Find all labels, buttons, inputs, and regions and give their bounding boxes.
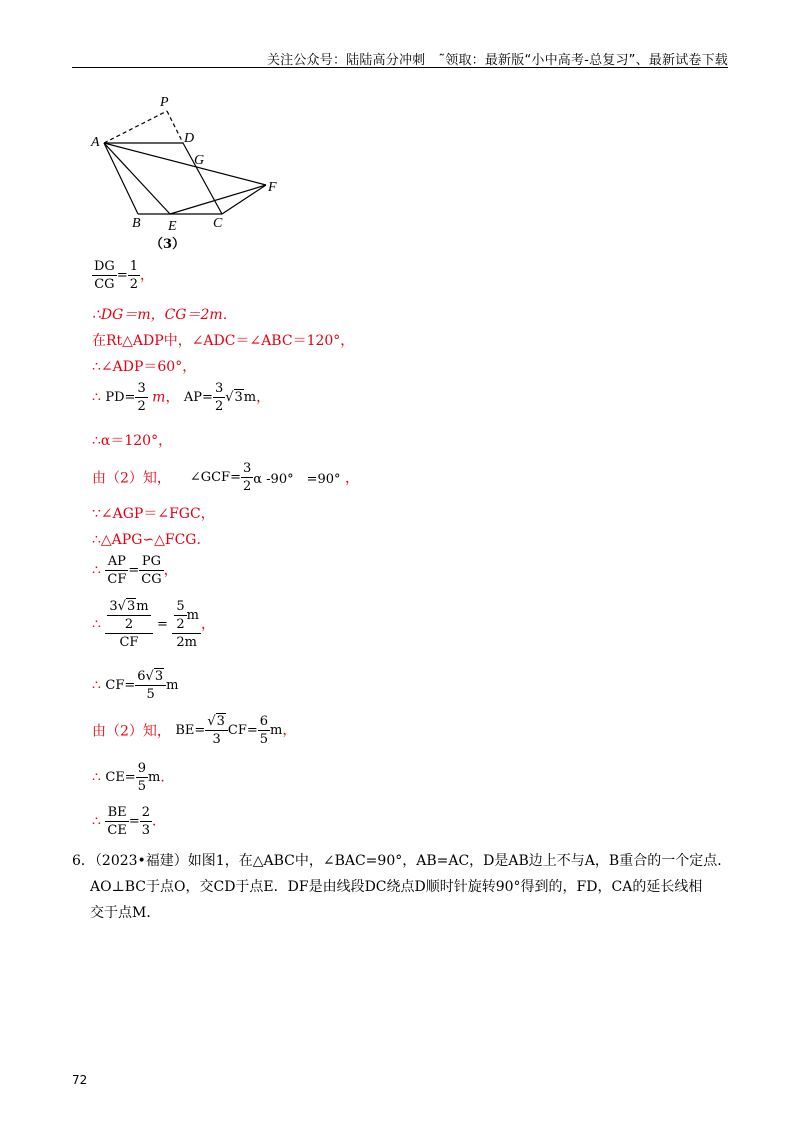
fraction-3-2c: $\frac{3}{2}$: [242, 461, 252, 494]
header-text: 关注公众号：陆陆高分冲刺 ˜领取：最新版“小中高考-总复习”、最新试卷下载: [266, 53, 728, 68]
step-7: 由（2）知， ∠GCF= $\frac{3}{2}$ α -90° =90° ，: [92, 461, 359, 494]
step-3: 在Rt△ADP中，∠ADC＝∠ABC＝120°，: [92, 333, 355, 349]
fraction-be-ce: $\frac{BE}{CE}$: [107, 805, 127, 838]
label-A: A: [91, 135, 100, 150]
header-rule: [72, 67, 728, 68]
segment-CF: [222, 185, 266, 214]
step-12: ∴ CF= $\frac{6√3}{5}$ m: [92, 669, 179, 702]
fraction-9-5: $\frac{9}{5}$: [137, 761, 146, 794]
fraction-dg-cg: $\frac{DG}{CG}$: [94, 259, 115, 292]
fraction-6sqrt3-5: $\frac{6√3}{5}$: [135, 668, 166, 703]
segment-PD: [167, 111, 183, 143]
compound-fraction-left: $\frac{\frac{3√3m}{2}}{CF}$: [105, 598, 152, 651]
problem-line-3: 交于点M．: [90, 905, 161, 921]
fraction-3-2b: $\frac{3}{2}$: [214, 381, 224, 414]
segment-AP: [104, 111, 167, 143]
step-2: ∴DG＝m，CG＝2m．: [92, 307, 237, 323]
segment-AE: [104, 143, 170, 214]
fraction-2-3: $\frac{2}{3}$: [141, 805, 150, 838]
segment-AB: [104, 143, 138, 214]
fraction-3-2: $\frac{3}{2}$: [137, 381, 146, 414]
sqrt-3: √3: [225, 390, 243, 405]
step-10: ∴ $\frac{AP}{CF}$ = $\frac{PG}{CG}$ ，: [92, 554, 178, 587]
label-D: D: [184, 131, 195, 146]
fraction-6-5: $\frac{6}{5}$: [259, 714, 269, 747]
label-G: G: [194, 153, 205, 168]
step-14: ∴ CE= $\frac{9}{5}$ m．: [92, 761, 175, 794]
step-4: ∴∠ADP＝60°，: [92, 359, 197, 375]
fraction-pg-cg: $\frac{PG}{CG}$: [141, 554, 162, 587]
segment-EF: [170, 185, 266, 214]
fraction-3sqrt3m-2: $\frac{3√3m}{2}$: [109, 599, 149, 632]
problem-line-2: AO⊥BC于点O，交CD于点E．DF是由线段DC绕点D顺时针旋转90°得到的，FD，CA的延长线相: [90, 879, 703, 895]
compound-fraction-right: $\frac{5}{2}$ m 2m: [172, 598, 201, 651]
fraction-ap-cf: $\frac{AP}{CF}$: [107, 554, 127, 587]
step-6: ∴α＝120°，: [92, 433, 173, 449]
step-11: ∴ $\frac{\frac{3√3m}{2}}{CF}$ = $\frac{5}{2}$ m 2m ，: [92, 599, 215, 650]
problem-6: [72, 848, 732, 926]
fraction-sqrt3-3: $\frac{√3}{3}$: [205, 713, 228, 748]
fraction-5-2: $\frac{5}{2}$: [176, 599, 185, 632]
label-P: P: [160, 95, 169, 110]
label-F: F: [268, 180, 277, 195]
step-13: 由（2）知， BE= $\frac{√3}{3}$ CF= $\frac{6}{5}$ m，: [92, 714, 297, 747]
fraction-1-2: $\frac{1}{2}$: [129, 259, 138, 292]
label-E: E: [168, 219, 177, 234]
geometry-figure: [86, 90, 296, 255]
label-B: B: [132, 216, 141, 231]
step-1: $\frac{DG}{CG}$ = $\frac{1}{2}$ ，: [94, 259, 154, 292]
step-8: ∵∠AGP＝∠FGC，: [92, 506, 215, 522]
page-number: 72: [72, 1073, 88, 1087]
segment-AF: [104, 143, 266, 185]
step-9: ∴△APG∽△FCG．: [92, 532, 211, 548]
label-C: C: [213, 216, 223, 231]
problem-line-1: 6．（2023•福建）如图1，在△ABC中，∠BAC=90°，AB=AC，D是AB边上不与A，B重合的一个定点．: [72, 853, 732, 869]
step-15: ∴ $\frac{BE}{CE}$ = $\frac{2}{3}$ ．: [92, 805, 166, 838]
figure-caption: （3）: [150, 237, 186, 252]
step-5: ∴ PD= $\frac{3}{2}$ m， AP= $\frac{3}{2}$ √3m，: [92, 381, 271, 414]
